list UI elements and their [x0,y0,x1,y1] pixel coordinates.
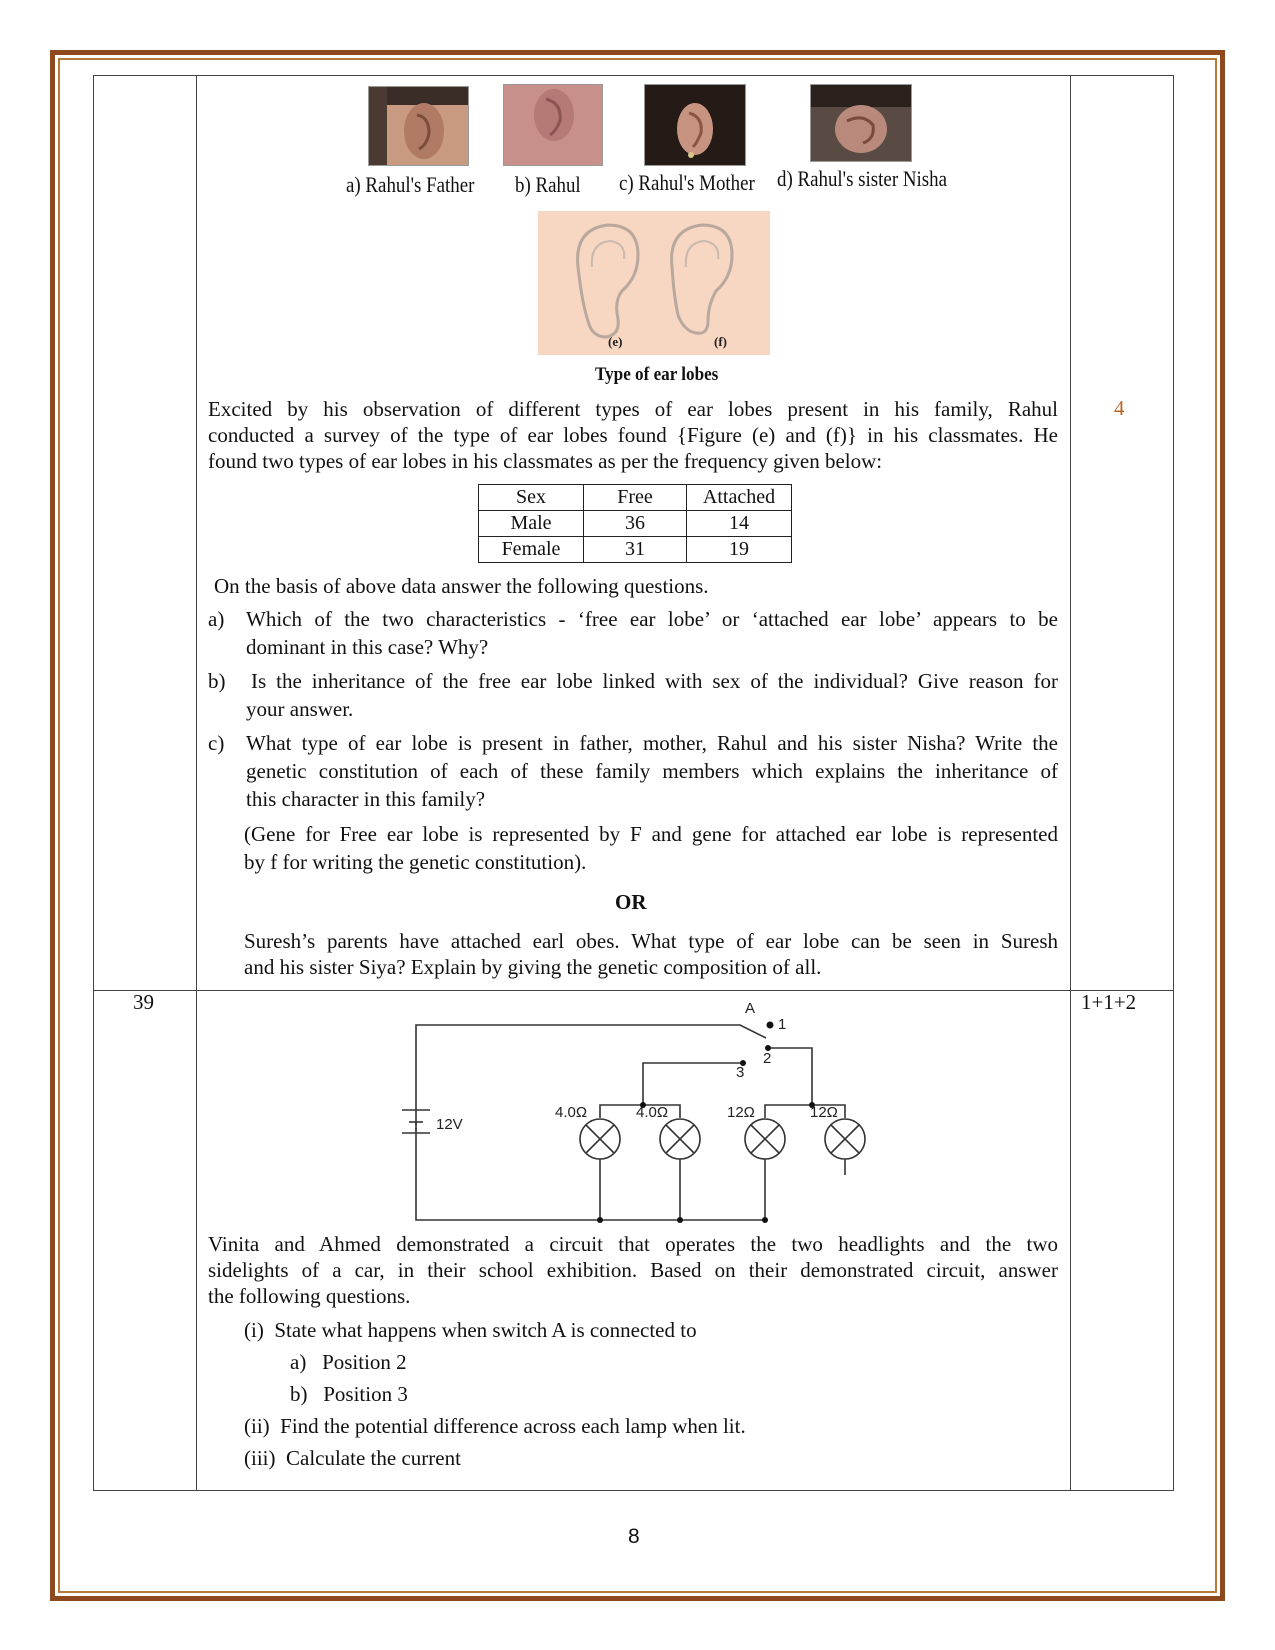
or-label: OR [615,890,647,914]
lamp-1-resistance: 4.0Ω [555,1104,588,1121]
caption-sister: d) Rahul's sister Nisha [777,166,947,191]
q38-question-b-line-2: your answer. [246,697,354,721]
q39-intro-line-1: Vinita and Ahmed demonstrated a circuit that operates the two headlights and the two [208,1232,1058,1256]
q38-label-c: c) [208,731,225,755]
lamp-3-resistance: 12Ω [727,1104,755,1121]
q39-item-i: (i) State what happens when switch A is connected to [244,1318,697,1342]
ear-photo-sister [810,84,912,162]
q39-item-iii: (iii) Calculate the current [244,1446,461,1470]
q38-question-a-line-2: dominant in this case? Why? [246,635,489,659]
ear-lobe-types-figure [538,211,770,355]
q39-item-a: a) Position 2 [290,1350,407,1374]
caption-father: a) Rahul's Father [346,172,475,197]
q38-intro-line-3: found two types of ear lobes in his classmates as per the frequency given below: [208,449,883,473]
q38-question-c-line-2: genetic constitution of each of these family members which explains the inheritance of [246,759,1058,783]
table-cell: 14 [687,511,792,537]
table-cell: 19 [687,537,792,563]
q38-question-b-line-1: Is the inheritance of the free ear lobe linked with sex of the individual? Give reason for [251,669,1058,693]
table-cell: 36 [584,511,687,537]
q39-intro-line-2: sidelights of a car, in their school exhibition. Based on their demonstrated circuit, answer [208,1258,1058,1282]
q38-question-a-line-1: Which of the two characteristics - ‘free ear lobe’ or ‘attached ear lobe’ appears to be [246,607,1058,631]
frequency-table [478,484,792,563]
ear-label-f: (f) [714,334,727,349]
car-lights-circuit [380,995,900,1225]
position-3-label: 3 [736,1064,745,1081]
ear-photo-rahul [503,84,603,166]
lamp-4-resistance: 12Ω [810,1104,838,1121]
q38-label-a: a) [208,607,225,631]
table-row [479,537,792,563]
q39-marks: 1+1+2 [1081,990,1137,1014]
q38-note-line-2: by f for writing the genetic constitution). [244,850,587,874]
q39-number: 39 [133,990,154,1014]
q38-note-line-1: (Gene for Free ear lobe is represented by F and gene for attached ear lobe is represented [244,822,1058,846]
page-number: 8 [628,1525,640,1548]
ear-photo-father [368,86,469,166]
table-cell: 31 [584,537,687,563]
position-1-label: 1 [778,1016,787,1033]
q39-item-b: b) Position 3 [290,1382,408,1406]
switch-label: A [745,1000,756,1017]
table-row [479,511,792,537]
table-header: Sex [479,485,584,511]
ear-photo-mother [644,84,746,166]
q38-intro-line-2: conducted a survey of the type of ear lobes found {Figure (e) and (f)} in his classmates. He [208,423,1058,447]
caption-rahul: b) Rahul [515,172,581,197]
caption-mother: c) Rahul's Mother [619,170,755,195]
q38-intro-line-1: Excited by his observation of different types of ear lobes present in his family, Rahul [208,397,1058,421]
q38-question-c-line-3: this character in this family? [246,787,486,811]
q39-intro-line-3: the following questions. [208,1284,411,1308]
position-2-label: 2 [763,1050,772,1067]
q38-question-c-line-1: What type of ear lobe is present in father, mother, Rahul and his sister Nisha? Write the [246,731,1058,755]
q38-marks: 4 [1114,396,1125,420]
q38-alt-line-1: Suresh’s parents have attached earl obes. What type of ear lobe can be seen in Suresh [244,929,1058,953]
battery-label: 12V [436,1116,463,1133]
ear-label-e: (e) [608,334,623,349]
q38-label-b: b) [208,669,226,693]
table-cell: Female [479,537,584,563]
q39-item-ii: (ii) Find the potential difference across each lamp when lit. [244,1414,746,1438]
q38-prompt: On the basis of above data answer the following questions. [214,574,709,598]
lamp-2-resistance: 4.0Ω [636,1104,669,1121]
table-header: Free [584,485,687,511]
table-header-row [479,485,792,511]
table-header: Attached [687,485,792,511]
q38-alt-line-2: and his sister Siya? Explain by giving the genetic composition of all. [244,955,822,979]
ear-figure-title: Type of ear lobes [595,364,719,385]
table-cell: Male [479,511,584,537]
